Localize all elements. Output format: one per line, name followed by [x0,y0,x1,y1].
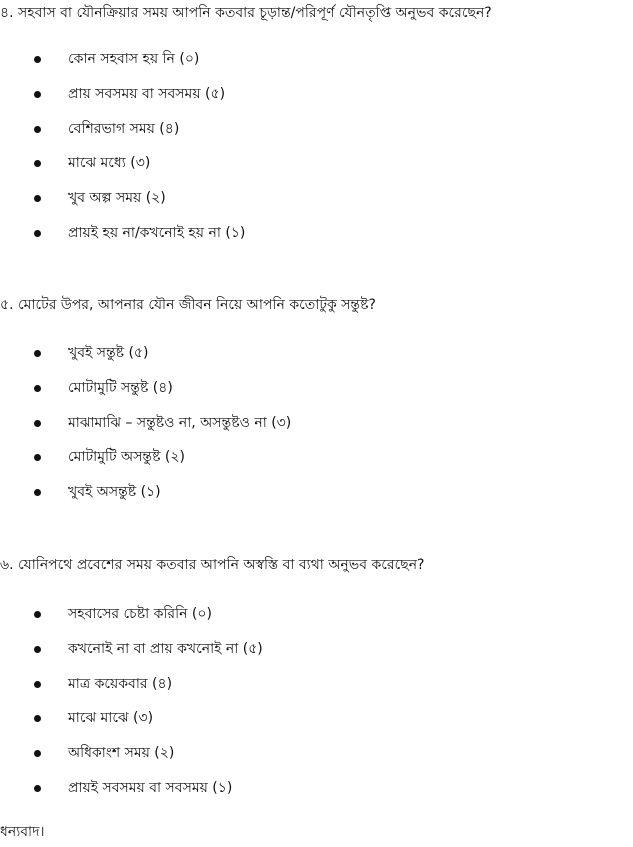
option-label: বেশিরভাগ সময় (৪) [68,120,180,137]
option-label: মাত্র কয়েকবার (৪) [68,675,173,692]
bullet-icon [34,126,41,133]
list-item [0,380,633,415]
options-question-6 [0,606,633,815]
bullet-icon [34,230,41,237]
option-label: মাঝে মধ্যে (৩) [68,155,151,172]
option-label: কোন সহবাস হয় নি (০) [68,51,200,67]
bullet-icon [34,785,41,792]
list-item [0,345,633,380]
bullet-icon [34,611,41,618]
bullet-icon [34,385,41,392]
list-item [0,745,633,780]
bullet-icon [34,195,41,202]
option-label: মোটামুটি সন্তুষ্ট (৪) [68,379,173,396]
option-label: প্রায় সবসময় বা সবসময় (৫) [68,85,226,102]
list-item [0,606,633,641]
option-label: খুব অল্প সময় (২) [68,190,166,207]
bullet-icon [34,681,41,688]
question-4: ৪. সহবাস বা যৌনক্রিয়ার সময় আপনি কতবার চূড়ান্ত/পরিপূর্ণ যৌনতৃপ্তি অনুভব করেছেন? [0,5,492,21]
list-item [0,190,633,225]
list-item [0,51,633,86]
option-label: মোটামুটি অসন্তুষ্ট (২) [68,449,185,466]
bullet-icon [34,91,41,98]
option-label: খুবই অসন্তুষ্ট (১) [68,484,161,501]
bullet-icon [34,715,41,722]
option-label: প্রায়ই সবসময় বা সবসময় (১) [68,779,233,796]
option-label: সহবাসের চেষ্টা করিনি (০) [68,606,212,622]
option-label: মাঝামাঝি – সন্তুষ্টও না, অসন্তুষ্টও না (৩) [68,414,292,431]
option-label: খুবই সন্তুষ্ট (৫) [68,345,149,361]
bullet-icon [34,750,41,757]
bullet-icon [34,454,41,461]
bullet-icon [34,489,41,496]
closing-text: ধন্যবাদ। [0,824,45,840]
list-item [0,641,633,676]
list-item [0,676,633,711]
bullet-icon [34,350,41,357]
option-label: অধিকাংশ সময় (২) [68,745,175,762]
list-item [0,121,633,156]
bullet-icon [34,160,41,167]
list-item [0,484,633,519]
list-item [0,780,633,815]
list-item [0,710,633,745]
option-label: প্রায়ই হয় না/কখনোই হয় না (১) [68,224,246,241]
options-question-5 [0,345,633,519]
bullet-icon [34,56,41,63]
list-item [0,415,633,450]
list-item [0,225,633,260]
bullet-icon [34,420,41,427]
question-6: ৬. যোনিপথে প্রবেশের সময় কতবার আপনি অস্বস্তি বা ব্যথা অনুভব করেছেন? [0,557,425,573]
list-item [0,449,633,484]
list-item [0,86,633,121]
option-label: কখনোই না বা প্রায় কখনোই না (৫) [68,640,263,657]
list-item [0,155,633,190]
bullet-icon [34,646,41,653]
question-5: ৫. মোটের উপর, আপনার যৌন জীবন নিয়ে আপনি কতোটুকু সন্তুষ্ট? [0,297,376,313]
option-label: মাঝে মাঝে (৩) [68,710,154,727]
options-question-4 [0,51,633,260]
